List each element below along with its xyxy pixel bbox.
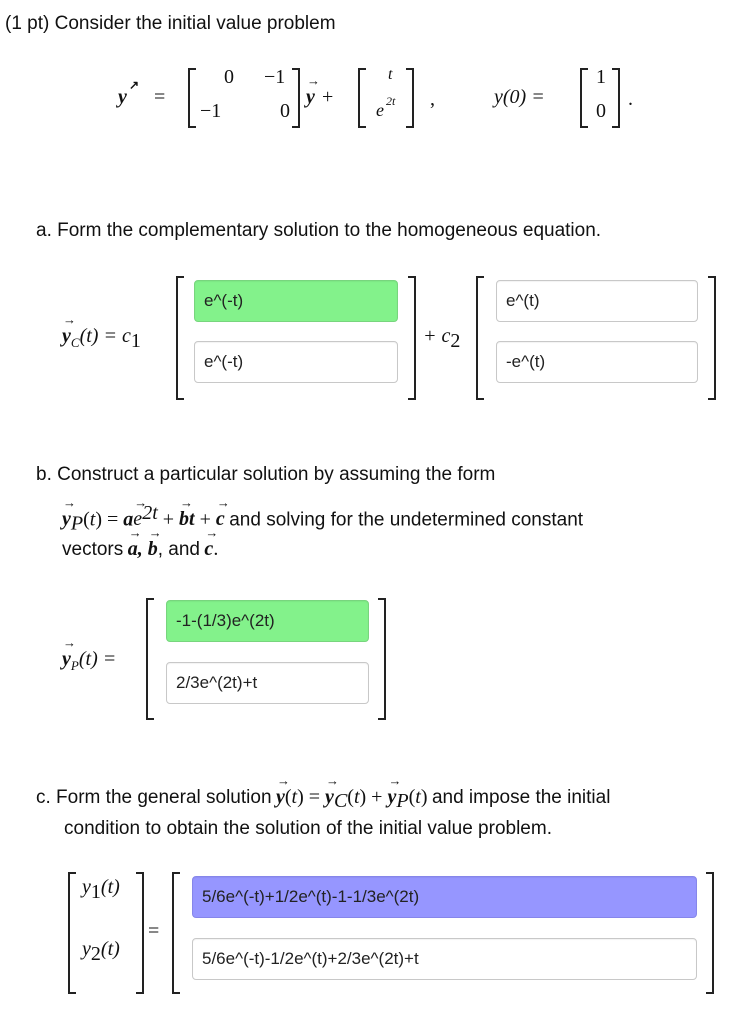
y1-label: $y_1(t)$ <box>82 876 120 903</box>
system-equation <box>118 62 638 132</box>
initial-condition-label: y(0) = <box>494 86 545 108</box>
forcing-right-bracket <box>406 68 414 128</box>
problem-header: (1 pt) Consider the initial value problem <box>5 13 336 34</box>
part-a-label: a. Form the complementary solution to the homogeneous equation. <box>36 220 602 241</box>
part-b-line3: vectors → a, → b, and → c. <box>62 538 218 561</box>
matrix-a11: 0 <box>224 66 234 88</box>
c-row1-input[interactable]: 5/6e^(-t)+1/2e^(t)-1-1/3e^(2t) <box>192 876 697 918</box>
vector2-left-bracket <box>476 276 484 400</box>
part-b-line2-tail: and solving for the undetermined constant <box>229 509 584 531</box>
vector2-right-bracket <box>708 276 716 400</box>
part-b-line2: → $y_P(t) = a\to e^{2t}$ + → bt + → c and solving for the undetermined constant <box>62 502 583 536</box>
prime-arrow-icon: ↗ <box>129 78 140 92</box>
yc-symbol: → y <box>62 325 71 348</box>
part-c-line2: condition to obtain the solution of the initial value problem. <box>64 818 552 839</box>
solution-equals-sign: = <box>148 920 160 942</box>
initial-value-2: 0 <box>596 100 606 122</box>
a-vector1-row1-input[interactable]: e^(-t) <box>194 280 398 322</box>
y-vector: → y <box>306 86 315 109</box>
initial-right-bracket <box>612 68 620 128</box>
part-b-and-word: , and <box>157 539 200 560</box>
b-row2-input[interactable]: 2/3e^(2t)+t <box>166 662 369 704</box>
period: . <box>628 88 633 110</box>
matrix-a21: −1 <box>200 100 222 122</box>
c-row2-input[interactable]: 5/6e^(-t)-1/2e^(t)+2/3e^(2t)+t <box>192 938 697 980</box>
c1-symbol: c <box>121 325 131 347</box>
solution-lhs-right-bracket <box>136 872 144 994</box>
a-vector1-row2-input[interactable]: e^(-t) <box>194 341 398 383</box>
forcing-exponent: 2t <box>386 94 396 108</box>
part-c-line1-post: and impose the initial <box>431 787 611 808</box>
matrix-left-bracket <box>188 68 196 128</box>
comma: , <box>430 88 435 110</box>
particular-lhs: → $y_P(t)$ = <box>62 648 116 674</box>
y2-label: $y_2(t)$ <box>82 938 120 965</box>
c2-symbol: c <box>441 325 451 347</box>
matrix-a12: −1 <box>264 66 286 88</box>
forcing-e: e <box>376 100 384 120</box>
forcing-left-bracket <box>358 68 366 128</box>
part-b-line1: b. Construct a particular solution by assuming the form <box>36 464 496 485</box>
particular-left-bracket <box>146 598 154 720</box>
part-c-line1-pre: c. Form the general solution <box>36 787 272 808</box>
plus-sign: + <box>322 86 334 108</box>
forcing-t: t <box>388 66 393 83</box>
complementary-lhs: → $y_C(t) = c_1$ <box>62 325 141 353</box>
c2-term: + $c_2$ <box>423 325 461 352</box>
initial-value-1: 1 <box>596 66 606 88</box>
a-vector2-row2-input[interactable]: -e^(t) <box>496 341 698 383</box>
part-b-vectors-word: vectors <box>62 539 124 560</box>
initial-left-bracket <box>580 68 588 128</box>
vector1-right-bracket <box>408 276 416 400</box>
part-c-line1: c. Form the general solution → y(t) = → $y_C(t)$ + → $y_P(t)$ and impose the initial <box>36 786 610 813</box>
vector1-left-bracket <box>176 276 184 400</box>
solution-lhs-left-bracket <box>68 872 76 994</box>
a-vector2-row1-input[interactable]: e^(t) <box>496 280 698 322</box>
solution-rhs-right-bracket <box>706 872 714 994</box>
matrix-a22: 0 <box>280 100 290 122</box>
solution-rhs-left-bracket <box>172 872 180 994</box>
equals-sign: = <box>154 86 166 108</box>
y-prime-symbol: y <box>118 86 127 108</box>
particular-right-bracket <box>378 598 386 720</box>
matrix-right-bracket <box>292 68 300 128</box>
b-row1-input[interactable]: -1-(1/3)e^(2t) <box>166 600 369 642</box>
